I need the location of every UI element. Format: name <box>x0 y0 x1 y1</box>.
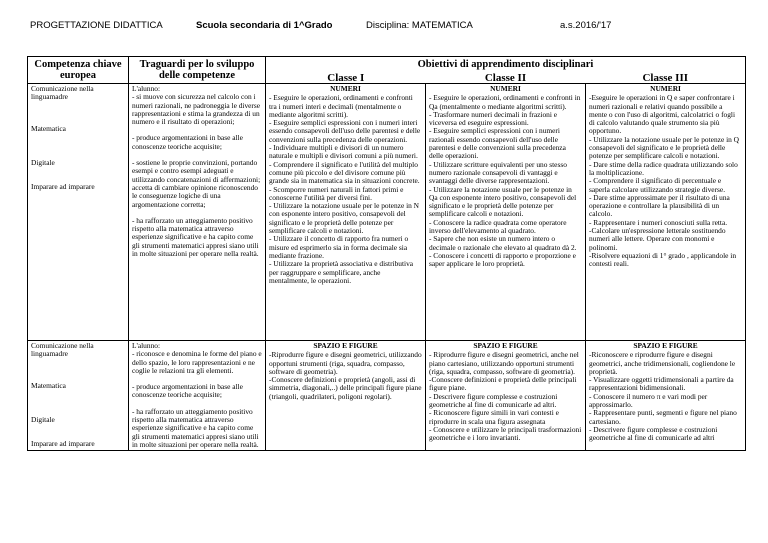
table-row-spazio-figure <box>28 341 746 451</box>
section-title: SPAZIO E FIGURE <box>633 341 698 350</box>
subject-label: Disciplina: MATEMATICA <box>366 20 473 31</box>
competenza-item: Matematica <box>31 380 66 390</box>
section-title: NUMERI <box>650 84 681 93</box>
competenza-item: Comunicazione nella linguamadre <box>31 341 94 359</box>
competenza-item: Matematica <box>31 123 66 133</box>
objectives-text: -Riprodurre figure e disegni geometrici, utilizzando opportuni strumenti (riga, squadra, compasso, software di geometria). -Conoscere definizioni e proprietà (angoli, assi di simmetria, diagonali,..) delle principali figure piane (triangoli, quadrilateri, poligoni regolari). <box>269 350 422 401</box>
section-title: NUMERI <box>330 84 361 93</box>
curriculum-table <box>27 56 746 451</box>
traguardo-item: L'alunno: - si muove con sicurezza nel calcolo con i numeri razionali, ne padroneggia le diverse rappresentazioni e stima la grandezza di un numero e il risultato di operazioni; <box>132 84 261 127</box>
classe-3-cell <box>586 84 746 341</box>
competenze-cell <box>28 341 129 451</box>
section-title: NUMERI <box>490 84 521 93</box>
objectives-text: - Eseguire le operazioni, ordinamenti e confronti tra i numeri interi e decimali (mentalmente o mediante algoritmi scritti). - Eseguire semplici espressioni con i numeri interi essendo consapevoli dell'uso delle parentesi e delle convenzioni sulla precedenza delle operazioni. - Individuare multipli e divisori di un numero naturale e multipli e divisori comuni a più numeri. - Comprendere il significato e l'utilità del multiplo comune più piccolo e del divisore comune più grande sia in matematica sia in situazioni concrete. - Scomporre numeri naturali in fattori primi e conoscerne l'utilità per diversi fini. - Utilizzare la notazione usuale per le potenze in N con esponente intero positivo, consapevoli del significato e le proprietà delle potenze per semplificare calcoli e notazioni. - Utilizzare il concetto di rapporto fra numeri o misure ed esprimerlo sia in forma decimale sia mediante frazione. - Utilizzare la proprietà associativa e distributiva per raggruppare e semplificare, anche mentalmente, le operazioni. <box>269 93 421 285</box>
school-label: Scuola secondaria di 1^Grado <box>196 20 333 31</box>
objectives-text: -Riconoscere e riprodurre figure e disegni geometrici, anche tridimensionali, cogliendone le proprietà. - Visualizzare oggetti tridimensionali a partire da rappresentazioni bidimensionali. - Conoscere il numero π e vari modi per approssimarlo. - Rappresentare punti, segmenti e figure nel piano cartesiano. - Descrivere figure complesse e costruzioni geometriche al fine di comunicarle ad altri <box>589 350 737 443</box>
classe-2-cell <box>426 341 586 451</box>
competenza-item: Digitale <box>31 157 55 167</box>
traguardo-item: - sostiene le proprie convinzioni, portando esempi e contro esempi adeguati e utilizzando concatenazioni di affermazioni; accetta di cambiare opinione riconoscendo le conseguenze logiche di una argomentazione corretta; <box>132 158 261 209</box>
traguardo-item: - produce argomentazioni in base alle conoscenze teoriche acquisite; <box>132 133 243 151</box>
traguardo-item: L'alunno: - riconosce e denomina le forme del piano e dello spazio, le loro rappresentazioni e ne coglie le relazioni tra gli elementi. <box>132 341 262 375</box>
classe-1-cell <box>266 341 426 451</box>
traguardo-item: - ha rafforzato un atteggiamento positivo rispetto alla matematica attraverso esperienze significative e ha capito come gli strumenti matematici appresi siano utili in molte situazioni per operare nella realtà. <box>132 406 259 449</box>
school-year: a.s.2016/'17 <box>560 20 612 31</box>
table-row-numeri <box>28 84 746 341</box>
objectives-text: -Eseguire le operazioni in Q e saper confrontare i numeri razionali e relativi quando possibile a mente o con l'uso di algoritmi, calcolatrici o fogli di calcolo valutando quale strumento sia più opportuno. - Utilizzare la notazione usuale per le potenze in Q consapevoli del significato e le proprietà delle potenze per semplificare calcoli e notazioni. - Dare stime della radice quadrata utilizzando solo la moltiplicazione. - Comprendere il significato di percentuale e saperla calcolare utilizzando strategie diverse. - Dare stime approssimate per il risultato di una operazione e controllare la plausibilità di un calcolo. - Rappresentare i numeri conosciuti sulla retta. -Calcolare un'espressione letterale sostituendo numeri alle lettere. Operare con monomi e polinomi. -Risolvere equazioni di 1° grado , applicandole in contesti reali. <box>589 93 740 269</box>
doc-title: PROGETTAZIONE DIDATTICA <box>30 20 163 31</box>
objectives-text: - Eseguire le operazioni, ordinamenti e confronti in Qa (mentalmente o mediante algoritmi scritti). - Trasformare numeri decimali in frazioni e viceversa ed eseguire espressioni. - Eseguire semplici espressioni con i numeri razionali essendo consapevoli dell'uso delle parentesi e delle convenzioni sulla precedenza delle operazioni. - Utilizzare scritture equivalenti per uno stesso numero razionale consapevoli di vantaggi e svantaggi delle diverse rappresentazioni. - Utilizzare la notazione usuale per le potenze in Qa con esponente intero positivo, consapevoli del significato e le proprietà delle potenze per semplificare calcoli e notazioni. - Conoscere la radice quadrata come operatore inverso dell'elevamento al quadrato. - Sapere che non esiste un numero intero o decimale o razionale che elevato al quadrato dà 2. - Conoscere i concetti di rapporto e proporzione e saper applicare le loro proprietà. <box>429 93 581 269</box>
header-classe-1: Classe I <box>266 72 426 83</box>
section-title: SPAZIO E FIGURE <box>473 341 538 350</box>
classe-2-cell <box>426 84 586 341</box>
competenza-item: Imparare ad imparare <box>31 182 95 192</box>
header-competenze: Competenza chiave europea <box>28 57 129 84</box>
header-traguardi: Traguardi per lo sviluppo delle competenze <box>129 57 266 84</box>
traguardo-item: - ha rafforzato un atteggiamento positivo rispetto alla matematica attraverso esperienze significative e ha capito come gli strumenti matematici appresi siano utili in molte situazioni per operare nella realtà. <box>132 215 259 259</box>
competenza-item: Imparare ad imparare <box>31 439 95 449</box>
traguardi-cell <box>129 341 266 451</box>
section-title: SPAZIO E FIGURE <box>313 341 378 350</box>
classe-3-cell <box>586 341 746 451</box>
traguardo-item: - produce argomentazioni in base alle conoscenze teoriche acquisite; <box>132 382 243 400</box>
header-obiettivi: Obiettivi di apprendimento disciplinari <box>266 57 746 73</box>
header-classe-3: Classe III <box>586 72 746 83</box>
header-classe-2: Classe II <box>426 72 586 83</box>
classe-1-cell <box>266 84 426 341</box>
traguardi-cell <box>129 84 266 341</box>
competenza-item: Comunicazione nella linguamadre <box>31 84 94 102</box>
competenza-item: Digitale <box>31 414 55 424</box>
competenze-cell <box>28 84 129 341</box>
objectives-text: - Riprodurre figure e disegni geometrici, anche nel piano cartesiano, utilizzando opportuni strumenti (riga, squadra, compasso, software di geometria). -Conoscere definizioni e proprietà delle principali figure piane. - Descrivere figure complesse e costruzioni geometriche al fine di comunicarle ad altri. - Riconoscere figure simili in vari contesti e riprodurre in scala una figura assegnata - Conoscere e utilizzare le principali trasformazioni geometriche e i loro invarianti. <box>429 350 582 443</box>
